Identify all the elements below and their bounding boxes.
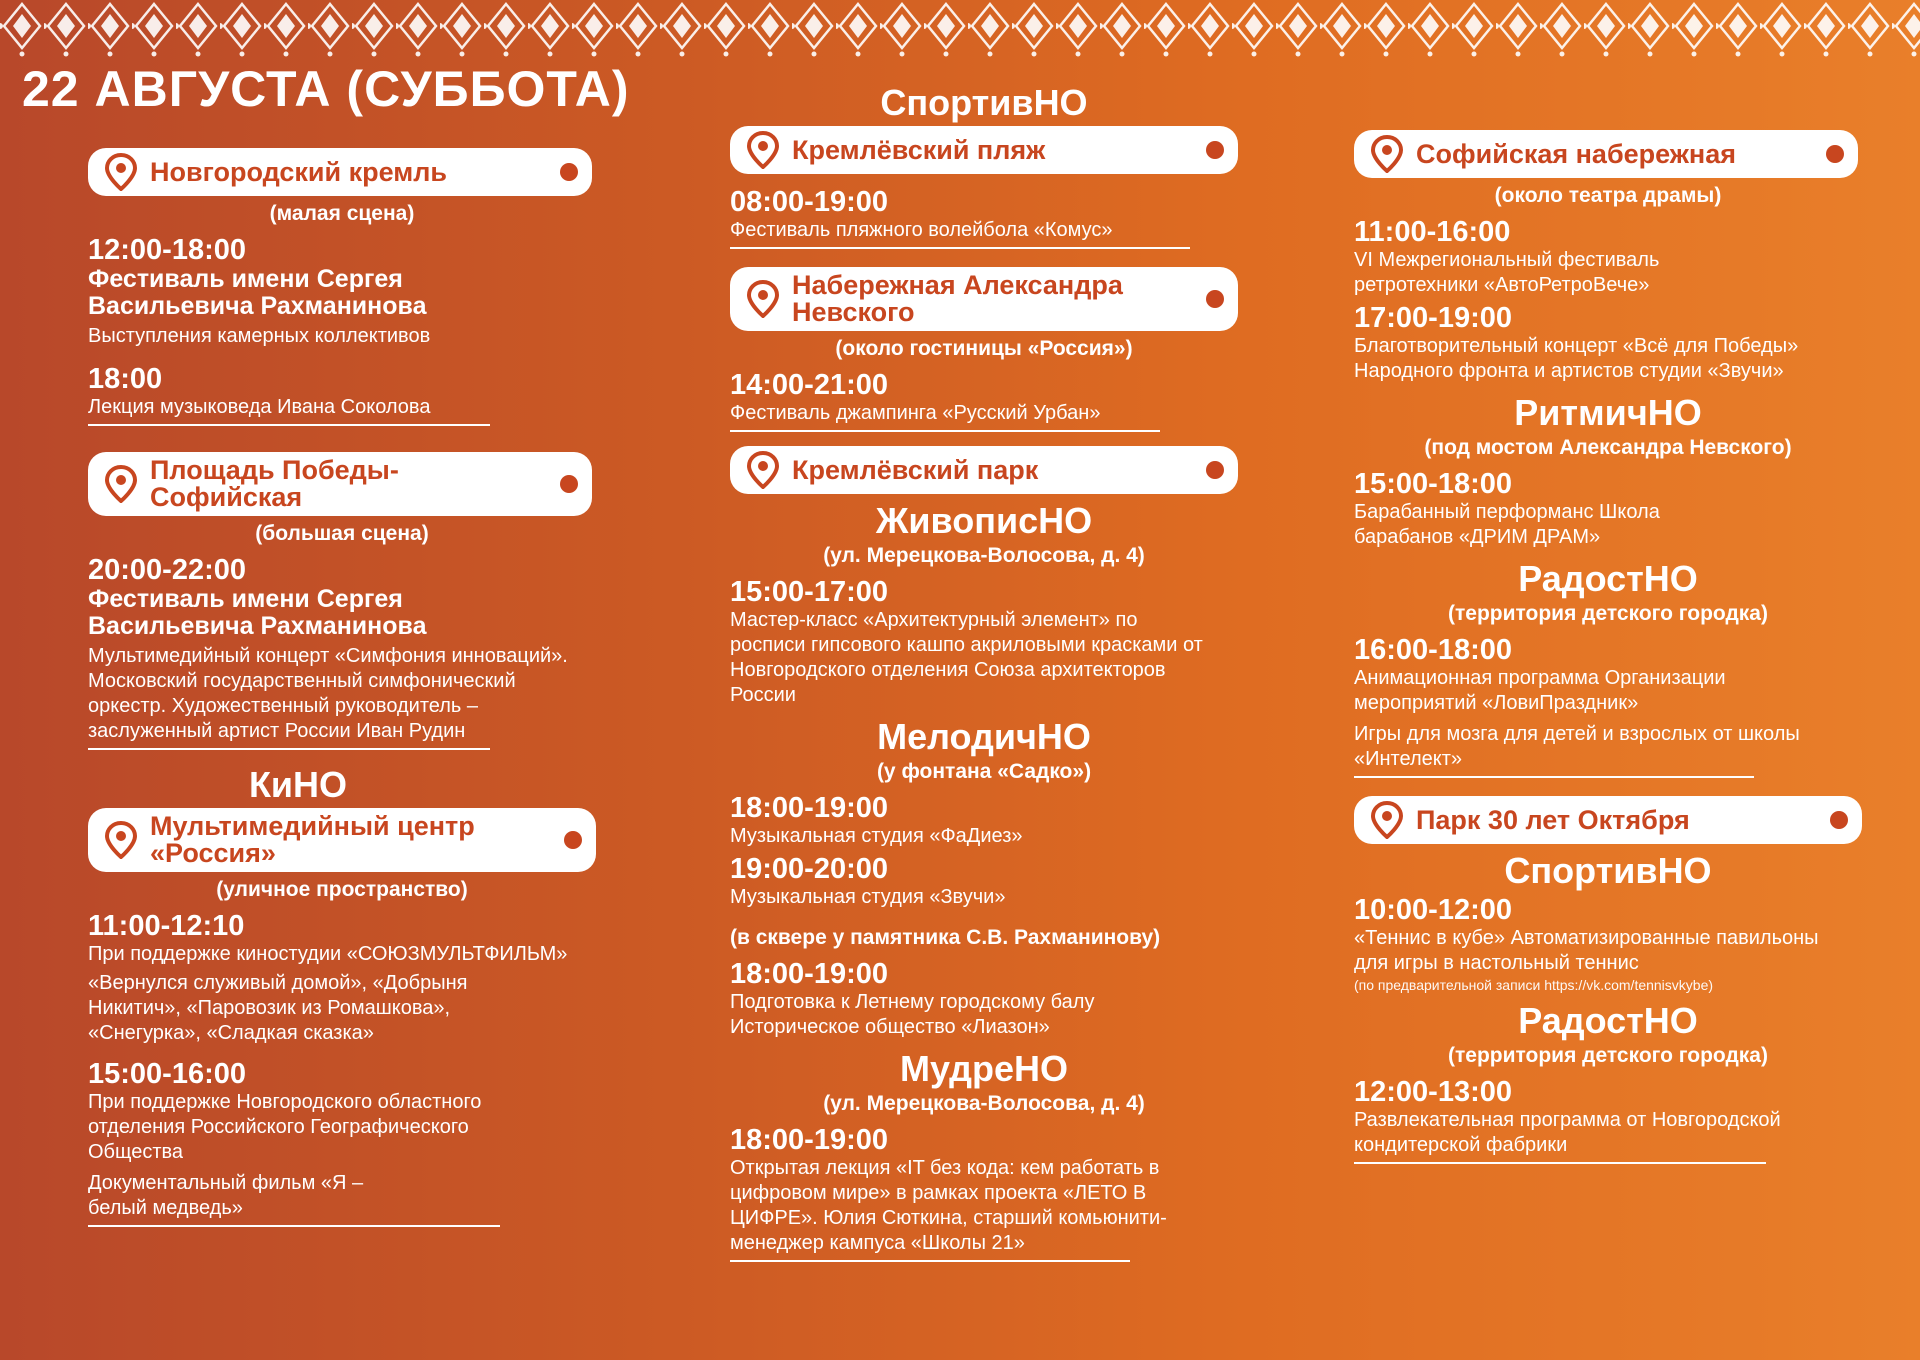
ornament-border — [0, 0, 1920, 58]
event-time: 19:00-20:00 — [730, 853, 888, 885]
pill-dot — [560, 163, 578, 181]
pill-dot — [1830, 811, 1848, 829]
event-time: 18:00 — [88, 363, 163, 395]
section-subtitle: (в сквере у памятника С.В. Рахманинову) — [730, 926, 1161, 949]
section-subtitle: (ул. Мерецкова-Волосова, д. 4) — [823, 544, 1145, 567]
event-time: 18:00-19:00 — [730, 958, 888, 990]
location-pin-icon — [744, 451, 782, 489]
pill-dot — [1206, 290, 1224, 308]
section-heading-ritm: РитмичНО — [1514, 392, 1702, 433]
event-description: Музыкальная студия «ФаДиез» — [730, 825, 1023, 847]
section-subtitle: (под мостом Александра Невского) — [1424, 436, 1792, 459]
event-time: 15:00-17:00 — [730, 576, 888, 608]
venue-pill-russia — [88, 808, 596, 872]
event-description: Фестиваль джампинга «Русский Урбан» — [730, 402, 1101, 424]
section-subtitle: (территория детского городка) — [1448, 1044, 1768, 1067]
pill-dot — [560, 475, 578, 493]
event-description: «Теннис в кубе» Автоматизированные павильоны для игры в настольный теннис — [1354, 927, 1819, 974]
pill-dot — [1826, 145, 1844, 163]
event-description: Музыкальная студия «Звучи» — [730, 886, 1006, 908]
section-heading-sport: СпортивНО — [1504, 850, 1712, 891]
event-time: 14:00-21:00 — [730, 369, 888, 401]
event-description: Фестиваль пляжного волейбола «Комус» — [730, 219, 1113, 241]
event-description: Мастер-класс «Архитектурный элемент» по росписи гипсового кашпо акриловыми красками от Новгородского отделения Союза архитекторов России — [730, 609, 1203, 706]
venue-pill-kremlin — [88, 148, 592, 196]
venue-subtitle: (около гостиницы «Россия») — [835, 337, 1133, 360]
event-time: 11:00-12:10 — [88, 910, 245, 942]
section-subtitle: (территория детского городка) — [1448, 602, 1768, 625]
venue-subtitle: (около театра драмы) — [1494, 184, 1722, 207]
event-time: 15:00-18:00 — [1354, 468, 1512, 500]
event-description: Барабанный перформанс Школа барабанов «ДРИМ ДРАМ» — [1354, 501, 1660, 548]
section-heading-sport: СпортивНО — [880, 82, 1088, 123]
event-description: Развлекательная программа от Новгородской кондитерской фабрики — [1354, 1109, 1781, 1156]
event-time: 18:00-19:00 — [730, 1124, 888, 1156]
venue-pill-sofia — [1354, 130, 1858, 178]
event-time: 12:00-13:00 — [1354, 1076, 1512, 1108]
event-description: Анимационная программа Организации мероприятий «ЛовиПраздник» — [1354, 667, 1726, 714]
event-description: Подготовка к Летнему городскому балу Историческое общество «Лиазон» — [730, 991, 1095, 1038]
divider — [730, 430, 1160, 432]
venue-name: Софийская набережная — [1416, 138, 1737, 169]
venue-pill-park30 — [1354, 796, 1862, 844]
event-description: Открытая лекция «IT без кода: кем работать в цифровом мире» в рамках проекта «ЛЕТО В ЦИФРЕ». Юлия Сюткина, старший комьюнити-менеджер кампуса «Школы 21» — [730, 1157, 1167, 1254]
venue-name: Кремлёвский парк — [792, 454, 1039, 485]
event-description: «Вернулся служивый домой», «Добрыня Никитич», «Паровозик из Ромашкова», «Снегурка», «Сладкая сказка» — [88, 972, 468, 1044]
event-description: VI Межрегиональный фестиваль ретротехники «АвтоРетроВече» — [1354, 249, 1660, 296]
location-pin-icon — [102, 465, 140, 503]
venue-name: Кремлёвский пляж — [792, 134, 1046, 165]
left-column — [88, 148, 596, 1233]
event-time: 20:00-22:00 — [88, 554, 246, 586]
location-pin-icon — [1368, 135, 1406, 173]
section-heading-mel: МелодичНО — [877, 716, 1091, 757]
location-pin-icon — [744, 131, 782, 169]
venue-pill-beach — [730, 126, 1238, 174]
right-column — [1354, 130, 1862, 1170]
venue-subtitle: (малая сцена) — [269, 202, 415, 225]
venue-subtitle: (уличное пространство) — [216, 878, 468, 901]
divider — [88, 424, 490, 426]
section-subtitle: (ул. Мерецкова-Волосова, д. 4) — [823, 1092, 1145, 1115]
event-time: 16:00-18:00 — [1354, 634, 1512, 666]
divider — [730, 247, 1190, 249]
pill-dot — [564, 831, 582, 849]
venue-name: Площадь Победы-Софийская — [150, 455, 399, 512]
section-heading-mud: МудреНО — [900, 1048, 1068, 1089]
event-description: Благотворительный концерт «Всё для Победы» Народного фронта и артистов студии «Звучи» — [1354, 335, 1799, 382]
venue-pill-park — [730, 446, 1238, 494]
divider — [730, 1260, 1130, 1262]
event-name: Фестиваль имени Сергея Васильевича Рахманинова — [88, 265, 427, 320]
divider — [88, 1225, 500, 1227]
divider — [1354, 776, 1754, 778]
venue-pill-nevsky — [730, 267, 1238, 331]
pill-dot — [1206, 141, 1224, 159]
section-heading-kino: КиНО — [248, 764, 348, 805]
event-description: Выступления камерных коллективов — [88, 325, 431, 347]
venue-name: Новгородский кремль — [150, 156, 447, 187]
event-description: Мультимедийный концерт «Симфония инноваций». Московский государственный симфонический оркестр. Художественный руководитель – заслуженный артист России Иван Рудин — [88, 645, 568, 742]
event-description: Документальный фильм «Я – белый медведь» — [88, 1172, 364, 1219]
location-pin-icon — [744, 280, 782, 318]
venue-name: Мультимедийный центр «Россия» — [150, 811, 475, 868]
venue-name: Парк 30 лет Октября — [1416, 804, 1690, 835]
event-description: Игры для мозга для детей и взрослых от школы «Интелект» — [1354, 723, 1800, 770]
section-heading-rad: РадостНО — [1518, 1000, 1698, 1041]
venue-subtitle: (большая сцена) — [255, 522, 429, 545]
location-pin-icon — [102, 153, 140, 191]
event-description: Лекция музыковеда Ивана Соколова — [88, 396, 431, 418]
pill-dot — [1206, 461, 1224, 479]
venue-name: Набережная Александра Невского — [792, 270, 1123, 327]
middle-column — [730, 82, 1238, 1268]
section-heading-zhiv: ЖивописНО — [875, 500, 1093, 541]
event-description: При поддержке киностудии «СОЮЗМУЛЬТФИЛЬМ» — [88, 943, 568, 965]
section-subtitle: (у фонтана «Садко») — [876, 760, 1092, 783]
event-name: Фестиваль имени Сергея Васильевича Рахманинова — [88, 585, 427, 640]
location-pin-icon — [102, 821, 140, 859]
event-description: При поддержке Новгородского областного отделения Российского Географического Общества — [88, 1091, 482, 1163]
page-title: 22 АВГУСТА (СУББОТА) — [22, 61, 630, 117]
event-time: 10:00-12:00 — [1354, 894, 1512, 926]
event-note: (по предварительной записи https://vk.com/tennisvkybe) — [1354, 977, 1714, 993]
event-time: 15:00-16:00 — [88, 1058, 246, 1090]
location-pin-icon — [1368, 801, 1406, 839]
divider — [1354, 1162, 1766, 1164]
divider — [88, 748, 490, 750]
event-time: 17:00-19:00 — [1354, 302, 1512, 334]
event-time: 11:00-16:00 — [1354, 216, 1511, 248]
venue-pill-square — [88, 452, 592, 516]
event-time: 08:00-19:00 — [730, 186, 888, 218]
section-heading-rad: РадостНО — [1518, 558, 1698, 599]
event-time: 18:00-19:00 — [730, 792, 888, 824]
event-time: 12:00-18:00 — [88, 234, 246, 266]
